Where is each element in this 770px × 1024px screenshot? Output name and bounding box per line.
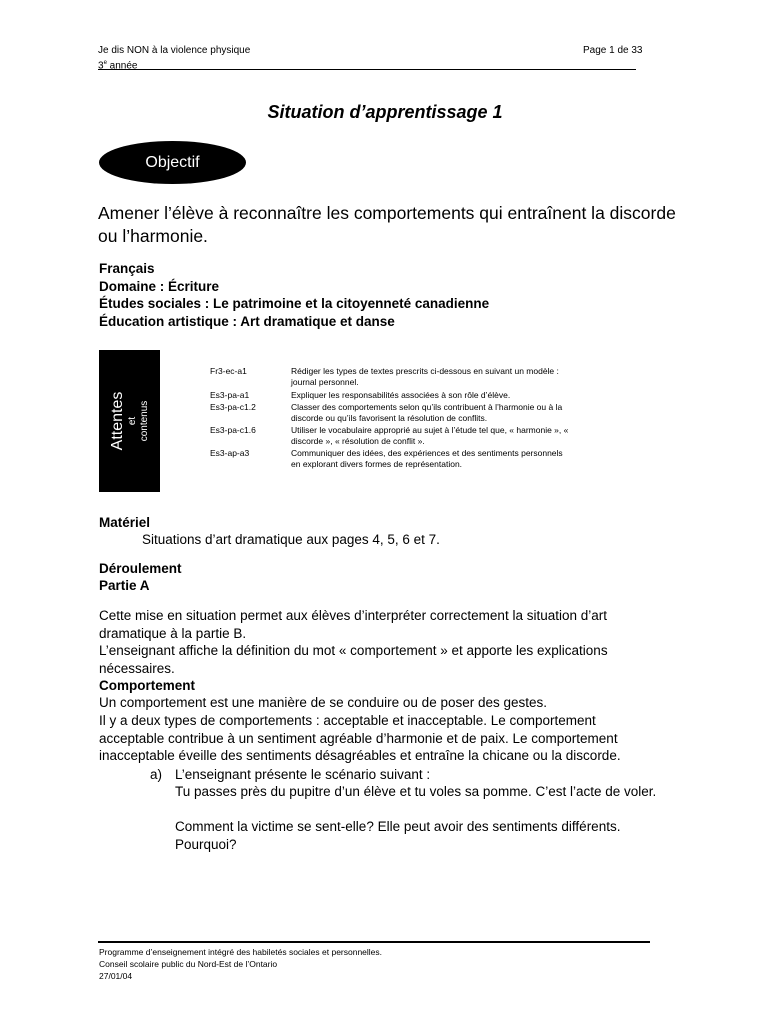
subject-line: Éducation artistique : Art dramatique et danse xyxy=(99,313,395,329)
footer-line: 27/01/04 xyxy=(99,971,133,981)
expectation-desc: Classer des comportements selon qu’ils contribuent à l’harmonie ou à la discorde ou qu’ils favorisent la résolution de conflits. xyxy=(291,402,563,423)
deroulement-heading: Déroulement xyxy=(99,561,182,576)
expectation-desc: Utiliser le vocabulaire approprié au sujet à l’étude tel que, « harmonie », « discorde », « résolution de conflit ». xyxy=(291,425,569,446)
subject-line: Domaine : Écriture xyxy=(99,278,220,294)
materiel-heading: Matériel xyxy=(99,515,151,530)
expectation-desc: Communiquer des idées, des expériences et des sentiments personnels en explorant divers formes de représentation. xyxy=(291,448,563,469)
header-grade xyxy=(98,57,138,72)
objective-badge: Objectif xyxy=(99,141,246,184)
item-a-text: L’enseignant présente le scénario suivant : xyxy=(175,767,431,782)
expectation-code: Es3-pa-c1.2 xyxy=(210,402,256,412)
expectation-code: Es3-pa-c1.6 xyxy=(210,425,256,435)
header-grade-word: année xyxy=(106,60,138,72)
comportement-types: Il y a deux types de comportements : acceptable et inacceptable. Le comportement acceptable contribue à un sentiment agréable d’harmonie et de paix. Le comportement inacceptable éveille des sentiments désagréables et entraîne la chicane ou la discorde. xyxy=(99,713,621,763)
footer xyxy=(99,946,382,982)
objective-text: Amener l’élève à reconnaître les comportements qui entraînent la discorde ou l’harmonie. xyxy=(98,203,676,246)
footer-rule xyxy=(98,941,650,943)
partie-a-heading: Partie A xyxy=(99,578,150,593)
subject-line: Études sociales : Le patrimoine et la citoyenneté canadienne xyxy=(99,296,490,311)
footer-line: Conseil scolaire public du Nord-Est de l’Ontario xyxy=(99,959,278,969)
comportement-definition: Un comportement est une manière de se conduire ou de poser des gestes. xyxy=(99,695,548,710)
attentes-label: Attentes xyxy=(108,391,126,451)
page-title-text: Situation d’apprentissage 1 xyxy=(267,102,503,122)
expectation-code: Es3-ap-a3 xyxy=(210,448,250,458)
expectation-code: Es3-pa-a1 xyxy=(210,390,250,400)
attentes-sub-contenus: contenus xyxy=(138,400,150,442)
scenario-question: Comment la victime se sent-elle? Elle peut avoir des sentiments différents. Pourquoi? xyxy=(175,819,621,852)
header-rule xyxy=(98,69,636,70)
deroulement-paragraph: Cette mise en situation permet aux élèves d’interpréter correctement la situation d’art dramatique à la partie B. xyxy=(99,608,607,641)
expectation-desc: Expliquer les responsabilités associées à son rôle d’élève. xyxy=(291,390,511,400)
item-a-marker: a) xyxy=(150,767,163,782)
header-grade-num: 3 xyxy=(98,60,104,72)
attentes-box xyxy=(99,350,160,492)
footer-line: Programme d’enseignement intégré des habiletés sociales et personnelles. xyxy=(99,947,383,957)
scenario-text: Tu passes près du pupitre d’un élève et tu voles sa pomme. C’est l’acte de voler. xyxy=(175,784,657,799)
attentes-label-group xyxy=(109,392,151,451)
header-grade-sup: e xyxy=(103,60,107,66)
subjects-list xyxy=(99,260,659,330)
materiel-text: Situations d’art dramatique aux pages 4, 5, 6 et 7. xyxy=(142,532,440,547)
header-page-label: Page 1 de 33 xyxy=(583,45,643,56)
expectation-code: Fr3-ec-a1 xyxy=(210,366,247,376)
subject-line: Français xyxy=(99,261,155,276)
attentes-sub-et: et xyxy=(126,416,138,426)
expectation-desc: Rédiger les types de textes prescrits ci-dessous en suivant un modèle : journal personnel. xyxy=(291,366,559,387)
deroulement-paragraph: L’enseignant affiche la définition du mot « comportement » et apporte les explications nécessaires. xyxy=(99,643,608,676)
header-doc-title: Je dis NON à la violence physique xyxy=(98,45,251,56)
page-title xyxy=(0,100,770,124)
comportement-heading: Comportement xyxy=(99,678,196,693)
